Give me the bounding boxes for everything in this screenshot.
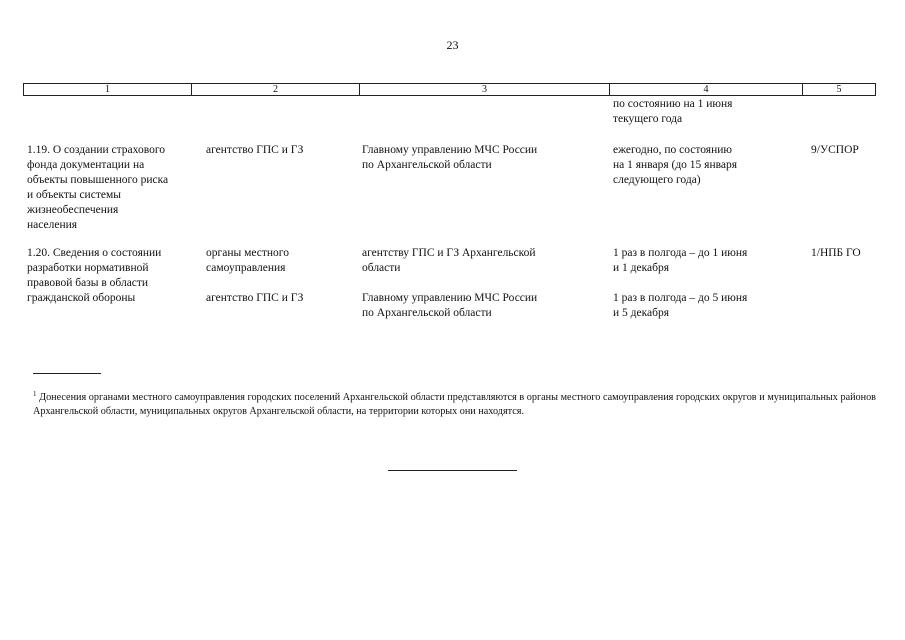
row-1-19-deadline: ежегодно, по состоянию на 1 января (до 15 января следующего года) <box>613 144 738 186</box>
continuation-deadline: по состоянию на 1 июня текущего года <box>613 98 733 125</box>
column-number-3: 3 <box>360 84 610 95</box>
column-number-5: 5 <box>836 84 842 95</box>
end-of-document-rule <box>388 470 517 471</box>
table-header-row <box>23 83 876 96</box>
column-number-1: 1 <box>24 84 192 95</box>
row-1-20-item: 1.20. Сведения о состоянии разработки нормативной правовой базы в области гражданской обороны <box>27 247 162 304</box>
page-number: 23 <box>446 38 459 52</box>
row-1-20-deadline-a: 1 раз в полгода – до 1 июня и 1 декабря <box>613 247 748 274</box>
row-1-20-recipient-a: агентству ГПС и ГЗ Архангельской области <box>362 247 536 274</box>
row-1-20-form-code: 1/НПБ ГО <box>811 247 861 259</box>
row-1-19-sender: агентство ГПС и ГЗ <box>206 144 304 156</box>
row-1-20-sender-a: органы местного самоуправления <box>206 247 289 274</box>
footnote-marker: 1 <box>33 390 37 398</box>
row-1-19-form-code: 9/УСПОР <box>811 144 859 156</box>
footnote-separator <box>33 373 101 374</box>
footnote <box>33 387 876 419</box>
row-1-19-recipient: Главному управлению МЧС России по Архангельской области <box>362 144 538 171</box>
column-number-4: 4 <box>610 84 803 95</box>
column-number-2: 2 <box>192 84 360 95</box>
row-1-20-recipient-b: Главному управлению МЧС России по Архангельской области <box>362 292 538 319</box>
row-1-20-deadline-b: 1 раз в полгода – до 5 июня и 5 декабря <box>613 292 748 319</box>
footnote-text: Донесения органами местного самоуправления городских поселений Архангельской области представляются в органы местного самоуправления городских округов и муниципальных районов Архангельской области, муниципальных округов Архангельской области, на территории которых они находятся. <box>33 392 876 417</box>
row-1-19-item: 1.19. О создании страхового фонда документации на объекты повышенного риска и объекты системы жизнеобеспечения населения <box>27 144 169 231</box>
row-1-20-sender-b: агентство ГПС и ГЗ <box>206 292 304 304</box>
